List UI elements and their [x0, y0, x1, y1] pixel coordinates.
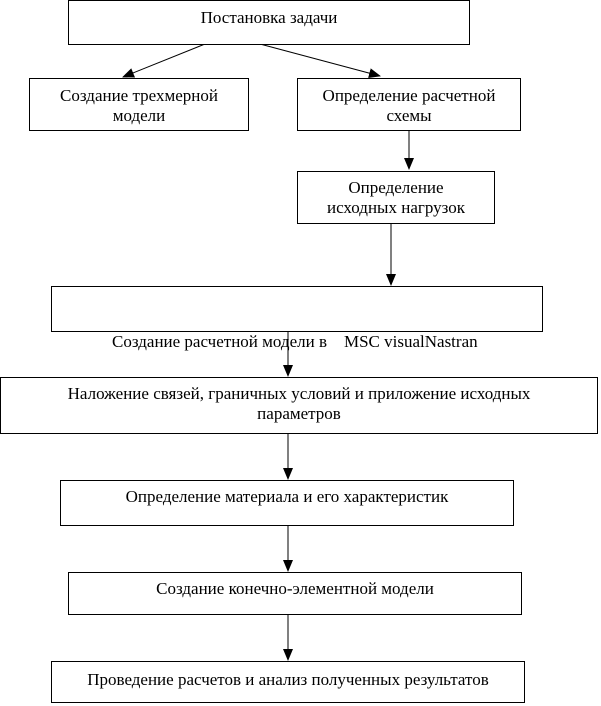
node-3d-model-line-1: Создание трехмерной	[60, 86, 218, 105]
arrow-problem-to-model3d	[123, 44, 205, 77]
node-analysis-text: Проведение расчетов и анализ полученных результатов	[87, 670, 489, 689]
node-problem-statement-text: Постановка задачи	[200, 8, 338, 27]
node-initial-loads-line-1: Определение	[348, 178, 444, 197]
node-calc-scheme-line-1: Определение расчетной	[322, 86, 496, 105]
node-calc-scheme	[297, 78, 521, 131]
node-constraints-line-2: параметров	[257, 404, 341, 423]
node-calc-scheme-line-2: схемы	[386, 106, 432, 125]
node-constraints-line-1: Наложение связей, граничных условий и приложение исходных	[67, 384, 531, 403]
node-nastran-model-text: Создание расчетной модели в MSC visualNastran	[112, 332, 478, 351]
node-material-text: Определение материала и его характеристик	[125, 487, 449, 506]
node-fem-model-text: Создание конечно-элементной модели	[156, 579, 434, 598]
node-3d-model-line-2: модели	[112, 106, 166, 125]
node-constraints	[0, 377, 598, 434]
arrow-problem-to-scheme	[260, 44, 380, 76]
node-3d-model	[29, 78, 249, 131]
node-problem-statement	[68, 0, 470, 45]
node-material	[60, 480, 514, 526]
node-initial-loads	[297, 171, 495, 224]
node-analysis	[51, 661, 525, 703]
node-nastran-model	[51, 286, 543, 351]
node-fem-model	[68, 572, 522, 615]
node-initial-loads-line-2: исходных нагрузок	[327, 198, 465, 217]
